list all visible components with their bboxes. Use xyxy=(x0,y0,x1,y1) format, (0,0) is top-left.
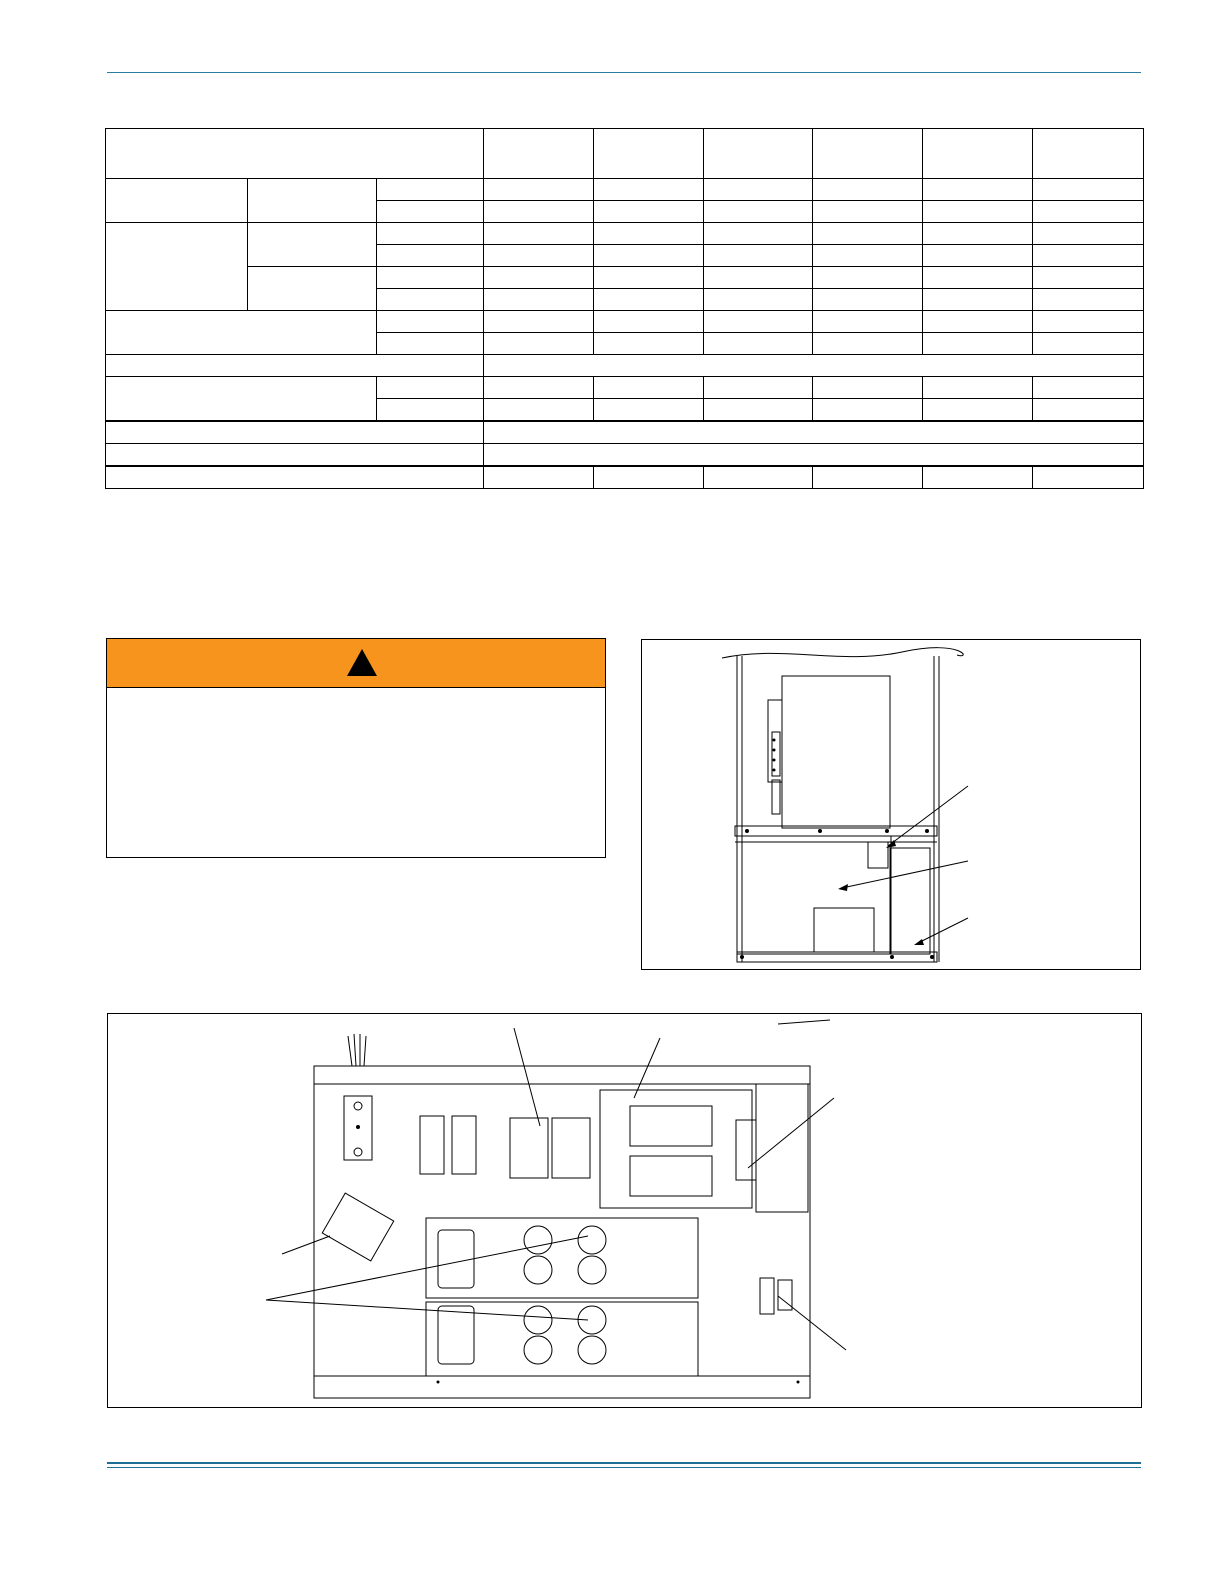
footer-rule xyxy=(107,1462,1141,1464)
spec-table xyxy=(105,128,1144,489)
control-panel-drawing xyxy=(108,1014,1143,1409)
table-row xyxy=(106,466,1144,489)
table-row xyxy=(106,421,1144,444)
warning-triangle-icon xyxy=(347,649,377,676)
table-row xyxy=(106,267,1144,289)
table-row xyxy=(106,355,1144,377)
header-rule xyxy=(107,72,1141,73)
table-row xyxy=(106,311,1144,333)
warning-header xyxy=(107,639,605,688)
table-row xyxy=(106,179,1144,201)
table-row xyxy=(106,223,1144,245)
table-header-row xyxy=(106,129,1144,179)
equipment-cabinet-drawing xyxy=(642,640,1142,971)
footer-rule-thin xyxy=(107,1467,1141,1468)
warning-box xyxy=(106,638,606,858)
table-row xyxy=(106,444,1144,467)
control-panel-figure xyxy=(107,1013,1142,1408)
unit-front-view-figure xyxy=(641,639,1141,970)
table-row xyxy=(106,377,1144,399)
